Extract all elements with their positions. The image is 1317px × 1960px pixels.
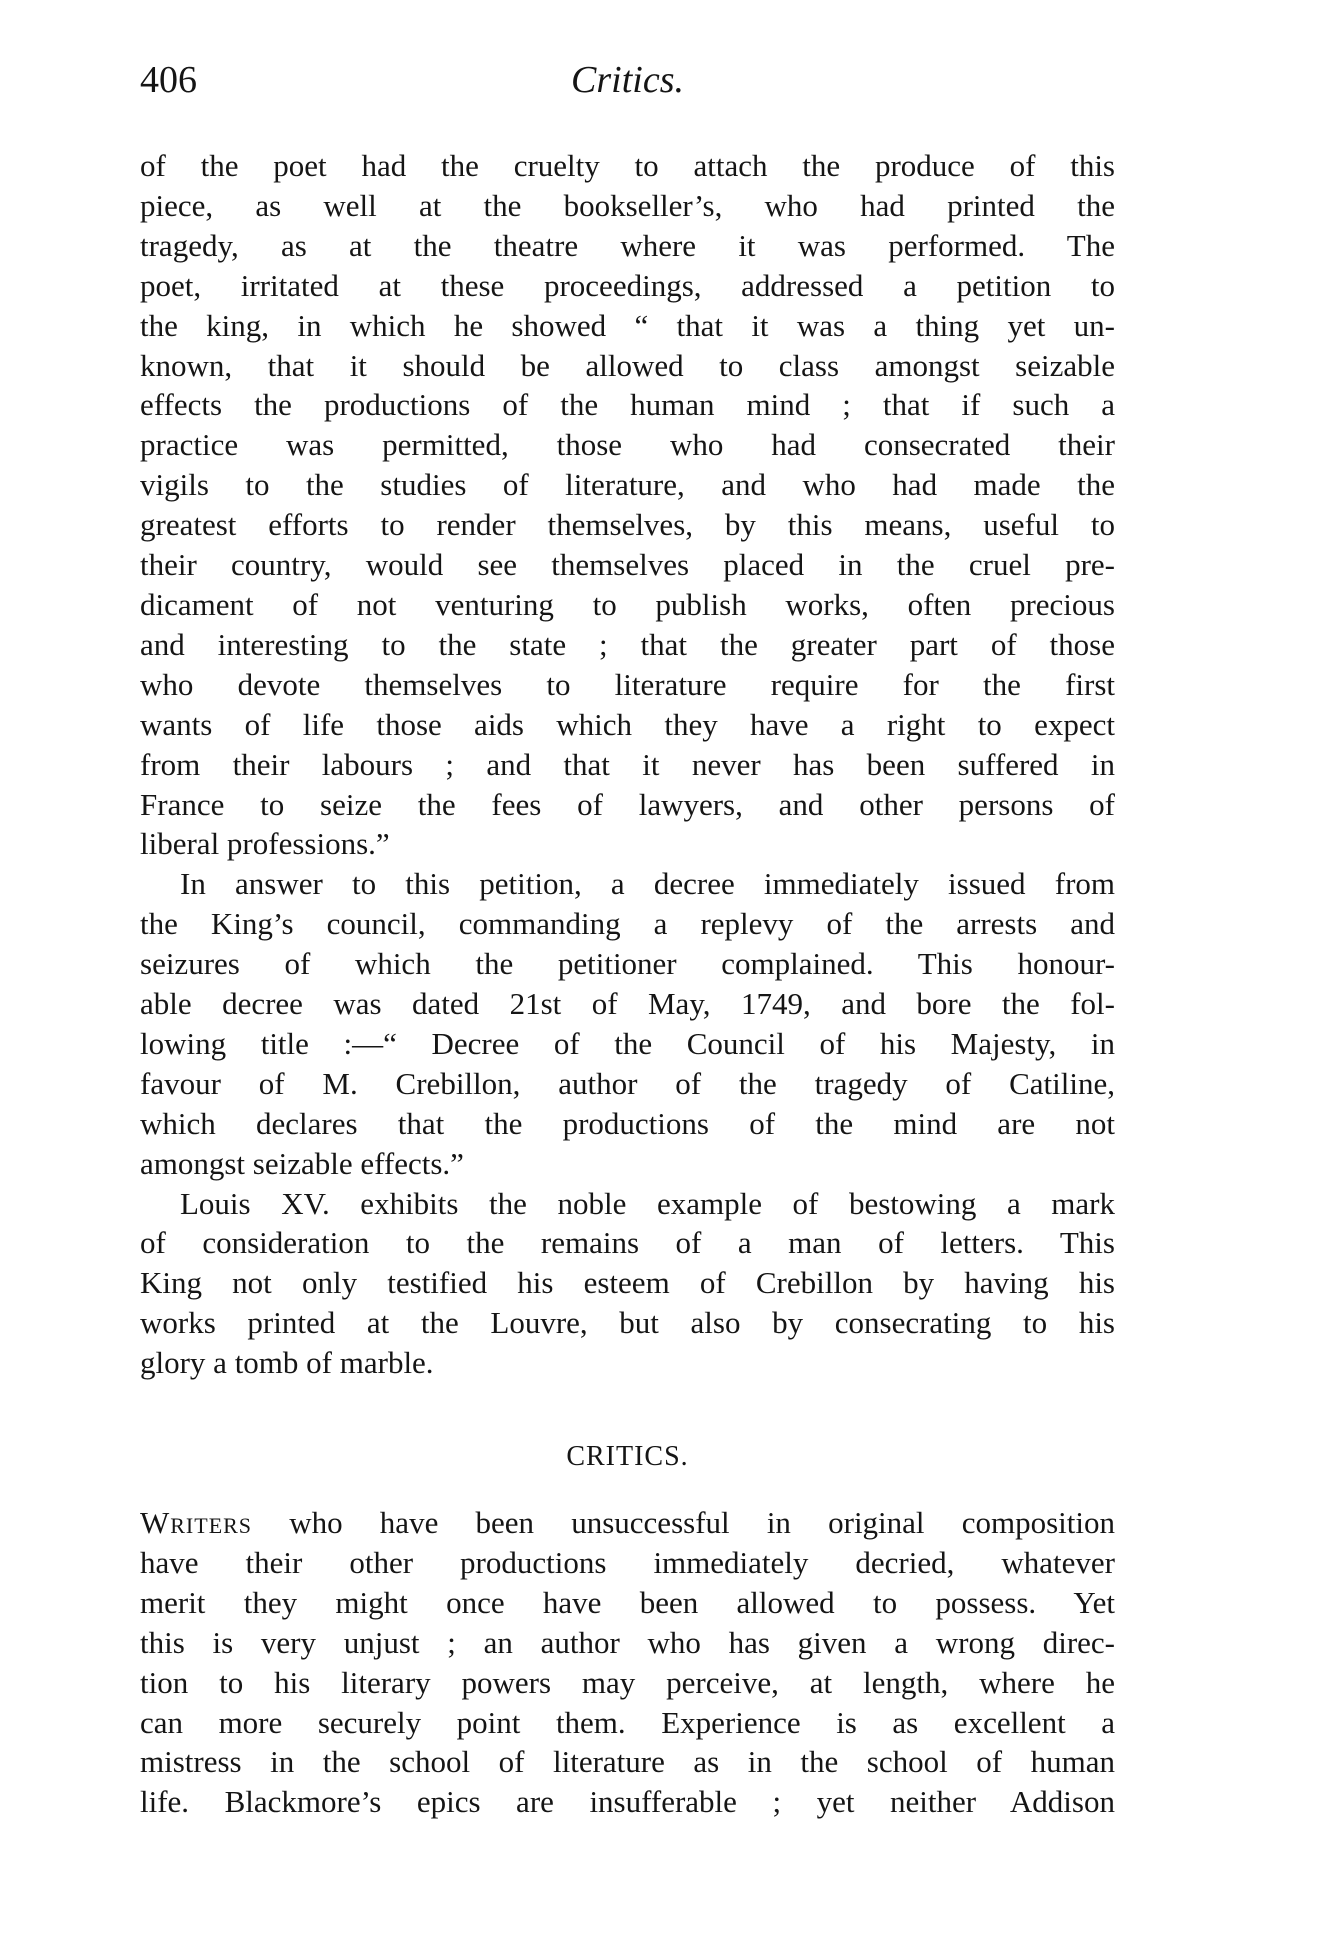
text-line: favour of M. Crebillon, author of the tragedy of Catiline, <box>140 1065 1115 1101</box>
text-line: piece, as well at the bookseller’s, who had printed the <box>140 187 1115 223</box>
text-line: which declares that the productions of the mind are not <box>140 1105 1115 1141</box>
text-line: lowing title :—“ Decree of the Council of his Majesty, in <box>140 1025 1115 1061</box>
text-line: from their labours ; and that it never has been suffered in <box>140 746 1115 782</box>
text-line: works printed at the Louvre, but also by consecrating to his <box>140 1305 1115 1341</box>
text-line: mistress in the school of literature as in the school of human <box>140 1744 1115 1780</box>
text-line: tragedy, as at the theatre where it was performed. The <box>140 227 1115 263</box>
text-line: amongst seizable effects.” <box>140 1145 464 1181</box>
text-line: their country, would see themselves placed in the cruel pre- <box>140 547 1115 583</box>
paragraph-2 <box>140 864 1115 1183</box>
text-line: France to seize the fees of lawyers, and other persons of <box>140 786 1115 822</box>
text-line <box>140 1503 1115 1543</box>
text-line: effects the productions of the human mind ; that if such a <box>140 387 1115 423</box>
paragraph-1 <box>140 146 1115 864</box>
lead-word: Writers <box>140 1505 253 1540</box>
text-line: who devote themselves to literature require for the first <box>140 666 1115 702</box>
paragraph-3 <box>140 1184 1115 1384</box>
text-line: seizures of which the petitioner complained. This honour- <box>140 946 1115 982</box>
text-line: of consideration to the remains of a man of letters. This <box>140 1225 1115 1261</box>
paragraph-4 <box>140 1503 1115 1822</box>
continued-text <box>140 146 1115 1383</box>
text-line: wants of life those aids which they have a right to expect <box>140 706 1115 742</box>
text-line: have their other productions immediately decried, whatever <box>140 1544 1115 1580</box>
text-line: merit they might once have been allowed to possess. Yet <box>140 1584 1115 1620</box>
text-line: liberal professions.” <box>140 826 390 862</box>
section-heading: CRITICS. <box>566 1441 689 1472</box>
page-header <box>140 56 1115 116</box>
text-line: of the poet had the cruelty to attach the produce of this <box>140 148 1115 183</box>
text-line: In answer to this petition, a decree immediately issued from <box>180 866 1115 902</box>
text-line: King not only testified his esteem of Crebillon by having his <box>140 1265 1115 1301</box>
text-line: the king, in which he showed “ that it was a thing yet un- <box>140 307 1115 343</box>
first-line-rest: who have been unsuccessful in original composition <box>252 1505 1115 1540</box>
text-line: and interesting to the state ; that the greater part of those <box>140 626 1115 662</box>
text-line: known, that it should be allowed to class amongst seizable <box>140 347 1115 383</box>
text-line: able decree was dated 21st of May, 1749, and bore the fol- <box>140 986 1115 1022</box>
text-line: this is very unjust ; an author who has given a wrong direc- <box>140 1624 1115 1660</box>
text-line: poet, irritated at these proceedings, addressed a petition to <box>140 267 1115 303</box>
text-line: greatest efforts to render themselves, by this means, useful to <box>140 507 1115 543</box>
text-line: tion to his literary powers may perceive, at length, where he <box>140 1664 1115 1700</box>
text-line: glory a tomb of marble. <box>140 1345 434 1381</box>
text-line: dicament of not venturing to publish works, often precious <box>140 586 1115 622</box>
text-line: the King’s council, commanding a replevy of the arrests and <box>140 906 1115 942</box>
text-line: vigils to the studies of literature, and who had made the <box>140 467 1115 503</box>
running-title: Critics. <box>571 59 684 101</box>
text-line: can more securely point them. Experience is as excellent a <box>140 1704 1115 1740</box>
text-line: life. Blackmore’s epics are insufferable ; yet neither Addison <box>140 1784 1115 1820</box>
text-line: practice was permitted, those who had consecrated their <box>140 427 1115 463</box>
text-line: Louis XV. exhibits the noble example of bestowing a mark <box>180 1185 1115 1221</box>
page-number: 406 <box>140 59 197 101</box>
section-text <box>140 1503 1115 1822</box>
